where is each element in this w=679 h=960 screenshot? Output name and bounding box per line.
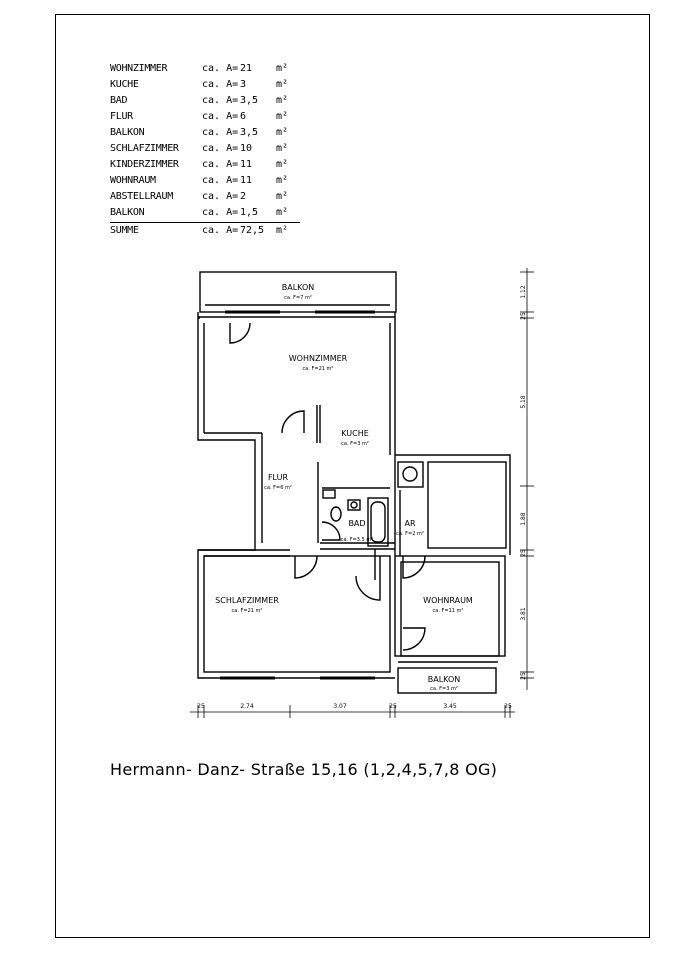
area-room-name: WOHNZIMMER [110, 63, 168, 74]
door-swing [322, 522, 340, 540]
area-prefix: ca. A= [202, 159, 239, 170]
room-label: WOHNRAUM [423, 596, 473, 605]
area-sum-value: 72,5 [240, 225, 265, 236]
area-prefix: ca. A= [202, 111, 239, 122]
area-prefix: ca. A= [202, 63, 239, 74]
room-area: ca. F=7 m² [284, 295, 312, 301]
right-block-outer [395, 455, 510, 555]
area-room-name: KINDERZIMMER [110, 159, 179, 170]
door-swing [282, 411, 304, 433]
door-swing [356, 556, 380, 600]
area-room-name: WOHNRAUM [110, 175, 156, 186]
room-label: BALKON [427, 675, 461, 684]
area-value: 10 [240, 143, 253, 154]
area-unit: m² [276, 225, 289, 236]
area-value: 3,5 [240, 95, 259, 106]
address-caption: Hermann- Danz- Straße 15,16 (1,2,4,5,7,8 OG) [110, 760, 498, 779]
dimension-label: 1.88 [520, 512, 527, 526]
area-unit: m² [276, 175, 289, 186]
room-label: KUCHE [341, 429, 369, 438]
dimension-label: 2.74 [240, 703, 254, 710]
area-value: 3,5 [240, 127, 259, 138]
area-value: 6 [240, 111, 247, 122]
area-room-name: BALKON [110, 207, 145, 218]
area-prefix: ca. A= [202, 191, 239, 202]
dimension-label: 25 [520, 672, 527, 680]
area-unit: m² [276, 79, 289, 90]
area-prefix: ca. A= [202, 225, 239, 236]
area-unit: m² [276, 143, 289, 154]
ar-appliance [398, 462, 423, 487]
dimension-label: 25 [520, 312, 527, 320]
area-prefix: ca. A= [202, 95, 239, 106]
room-label: SCHLAFZIMMER [215, 596, 279, 605]
ar-appliance-circle [403, 467, 417, 481]
room-label: BALKON [281, 283, 315, 292]
area-prefix: ca. A= [202, 207, 239, 218]
stairwell-box [428, 462, 506, 548]
area-value: 1,5 [240, 207, 259, 218]
wohnraum-outer [395, 556, 505, 656]
room-area: ca. F=11 m² [432, 608, 464, 614]
room-area: ca. F=3.5 m² [340, 537, 374, 543]
door-swing [230, 323, 250, 343]
area-value: 2 [240, 191, 247, 202]
room-label: WOHNZIMMER [288, 354, 348, 363]
room-area: ca. F=3 m² [430, 686, 458, 692]
dimension-label: 3.07 [333, 703, 347, 710]
door-swing [403, 556, 425, 578]
bathtub-inner [371, 502, 385, 542]
area-unit: m² [276, 63, 289, 74]
area-value: 3 [240, 79, 247, 90]
area-prefix: ca. A= [202, 143, 239, 154]
dimension-label: 25 [520, 549, 527, 557]
door-swing [403, 628, 425, 650]
dimension-label: 1.12 [520, 285, 527, 299]
area-prefix: ca. A= [202, 79, 239, 90]
area-unit: m² [276, 159, 289, 170]
area-value: 11 [240, 175, 253, 186]
area-unit: m² [276, 191, 289, 202]
area-prefix: ca. A= [202, 127, 239, 138]
dimension-label: 25 [197, 703, 205, 710]
room-area: ca. F=6 m² [264, 485, 292, 491]
area-room-name: FLUR [110, 111, 133, 122]
room-label: BAD [348, 519, 366, 528]
area-room-name: ABSTELLRAUM [110, 191, 173, 202]
area-room-name: SCHLAFZIMMER [110, 143, 179, 154]
area-room-name: KUCHE [110, 79, 139, 90]
outer-wall-left [198, 312, 395, 678]
room-area: ca. F=21 m² [231, 608, 263, 614]
area-unit: m² [276, 127, 289, 138]
room-label: FLUR [267, 473, 289, 482]
area-value: 21 [240, 63, 253, 74]
dimension-label: 25 [389, 703, 397, 710]
room-area: ca. F=2 m² [396, 531, 424, 537]
dimension-label: 5.18 [520, 395, 527, 409]
schlafzimmer-outline [204, 556, 390, 672]
area-prefix: ca. A= [202, 175, 239, 186]
room-label: AR [404, 519, 416, 528]
door-swing [295, 556, 317, 578]
balcony-top-outline [200, 272, 396, 312]
dimension-label: 3.45 [443, 703, 457, 710]
area-unit: m² [276, 207, 289, 218]
area-value: 11 [240, 159, 253, 170]
area-room-name: BALKON [110, 127, 145, 138]
sink-drain [351, 502, 357, 508]
area-unit: m² [276, 111, 289, 122]
area-room-name: BAD [110, 95, 128, 106]
dimension-label: 3.81 [520, 607, 527, 621]
toilet-icon [331, 507, 341, 521]
area-unit: m² [276, 95, 289, 106]
area-sum-label: SUMME [110, 225, 139, 236]
kitchen-stove [323, 490, 335, 498]
dimension-label: 25 [504, 703, 512, 710]
room-area: ca. F=21 m² [302, 366, 334, 372]
room-area: ca. F=3 m² [341, 441, 369, 447]
